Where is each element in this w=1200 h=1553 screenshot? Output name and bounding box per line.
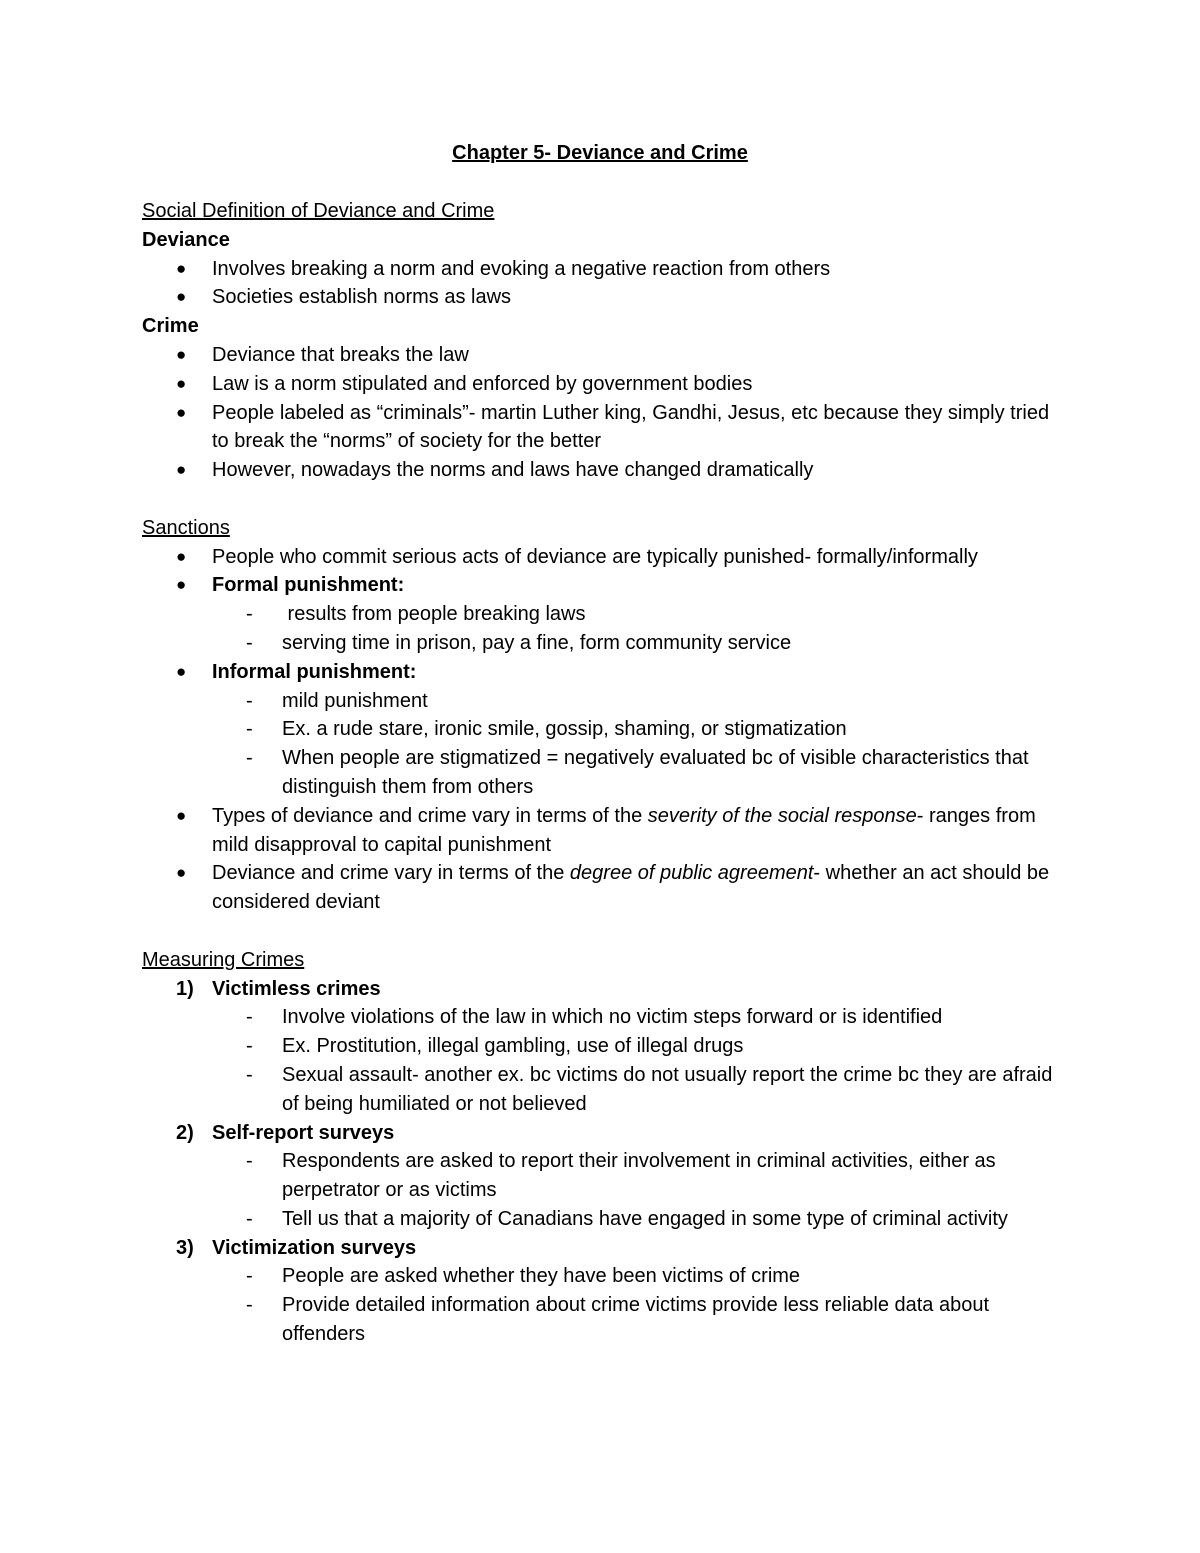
sanctions-bullet-list-2 xyxy=(142,658,1062,687)
document-body xyxy=(142,197,1062,1349)
agreement-text-before: Deviance and crime vary in terms of the xyxy=(212,862,570,885)
list-item: ● Involves breaking a norm and evoking a negative reaction from others xyxy=(142,255,1062,284)
list-number: 2) xyxy=(176,1121,194,1144)
victimless-crimes-sublist xyxy=(142,1003,1062,1118)
list-item: ● People labeled as “criminals”- martin Luther king, Gandhi, Jesus, etc because they simply tried to break the “norms” of society for the better xyxy=(142,399,1062,457)
measuring-crimes-numbered-list xyxy=(142,975,1062,1004)
agreement-emphasis: degree of public agreement xyxy=(569,862,814,885)
list-item-severity xyxy=(142,802,1062,860)
severity-text-before: Types of deviance and crime vary in terms of the xyxy=(212,804,648,827)
term-deviance: Deviance xyxy=(142,228,230,251)
list-number: 1) xyxy=(176,977,194,1000)
self-report-surveys-sublist xyxy=(142,1147,1062,1233)
list-item: ● However, nowadays the norms and laws have changed dramatically xyxy=(142,456,1062,485)
sub-list-item: - Ex. Prostitution, illegal gambling, use of illegal drugs xyxy=(142,1032,1062,1061)
spacer xyxy=(142,917,1062,946)
sanctions-bullet-list xyxy=(142,543,1062,601)
list-item-informal-punishment xyxy=(142,658,1062,687)
spacer xyxy=(142,485,1062,514)
agreement-text-after: - whether an act should be considered deviant xyxy=(212,862,1050,914)
sub-list-item: - mild punishment xyxy=(142,687,1062,716)
severity-emphasis: severity of the social response xyxy=(647,804,917,827)
sub-list-item: - When people are stigmatized = negatively evaluated bc of visible characteristics that distinguish them from others xyxy=(142,744,1062,802)
sub-list-item: - Involve violations of the law in which no victim steps forward or is identified xyxy=(142,1003,1062,1032)
deviance-bullet-list xyxy=(142,255,1062,313)
numbered-item-label: Self-report surveys xyxy=(212,1121,395,1144)
measuring-crimes-numbered-list-3 xyxy=(142,1234,1062,1263)
sub-list-item: - Ex. a rude stare, ironic smile, gossip, shaming, or stigmatization xyxy=(142,715,1062,744)
numbered-item-victimless-crimes xyxy=(142,975,1062,1004)
sub-list-item: - Tell us that a majority of Canadians have engaged in some type of criminal activity xyxy=(142,1205,1062,1234)
list-number: 3) xyxy=(176,1236,194,1259)
numbered-item-label: Victimless crimes xyxy=(212,977,381,1000)
numbered-item-self-report-surveys xyxy=(142,1119,1062,1148)
severity-text-after: - ranges from mild disapproval to capital punishment xyxy=(212,804,1036,856)
sanctions-bullet-list-3 xyxy=(142,802,1062,917)
informal-punishment-sublist xyxy=(142,687,1062,802)
term-crime: Crime xyxy=(142,315,199,338)
crime-bullet-list xyxy=(142,341,1062,485)
numbered-item-victimization-surveys xyxy=(142,1234,1062,1263)
sub-list-item: - People are asked whether they have been victims of crime xyxy=(142,1262,1062,1291)
list-item: ● Law is a norm stipulated and enforced by government bodies xyxy=(142,370,1062,399)
sub-list-item: - serving time in prison, pay a fine, form community service xyxy=(142,629,1062,658)
formal-punishment-label: Formal punishment: xyxy=(212,574,405,597)
list-item: ● Societies establish norms as laws xyxy=(142,283,1062,312)
sub-list-item: - Sexual assault- another ex. bc victims do not usually report the crime bc they are afraid of being humiliated or not believed xyxy=(142,1061,1062,1119)
numbered-item-label: Victimization surveys xyxy=(212,1236,417,1259)
section-heading-sanctions: Sanctions xyxy=(142,516,230,539)
list-item-formal-punishment xyxy=(142,571,1062,600)
formal-punishment-sublist xyxy=(142,600,1062,658)
section-heading-measuring-crimes: Measuring Crimes xyxy=(142,948,305,971)
informal-punishment-label: Informal punishment: xyxy=(212,660,417,683)
page-title: Chapter 5- Deviance and Crime xyxy=(452,142,748,164)
list-item-agreement xyxy=(142,859,1062,917)
sub-list-item: - results from people breaking laws xyxy=(142,600,1062,629)
sub-list-item: - Respondents are asked to report their involvement in criminal activities, either as perpetrator or as victims xyxy=(142,1147,1062,1205)
list-item: ● People who commit serious acts of deviance are typically punished- formally/informally xyxy=(142,543,1062,572)
measuring-crimes-numbered-list-2 xyxy=(142,1119,1062,1148)
list-item: ● Deviance that breaks the law xyxy=(142,341,1062,370)
section-heading-social-definition: Social Definition of Deviance and Crime xyxy=(142,200,495,222)
sub-list-item: - Provide detailed information about crime victims provide less reliable data about offenders xyxy=(142,1291,1062,1349)
victimization-surveys-sublist xyxy=(142,1262,1062,1348)
